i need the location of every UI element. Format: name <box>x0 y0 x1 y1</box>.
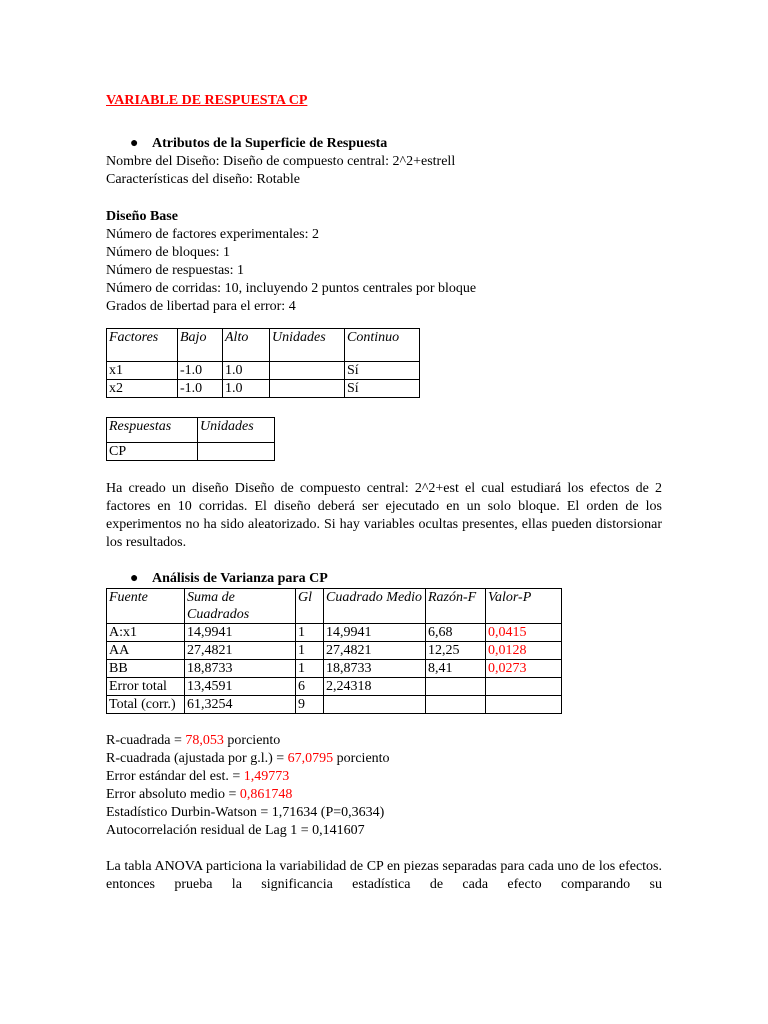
table-row <box>107 660 562 678</box>
table-cell: Sí <box>345 380 420 398</box>
table-header-cell: Gl <box>296 589 324 624</box>
anova-description-paragraph: La tabla ANOVA particiona la variabilidad de CP en piezas separadas para cada uno de los efectos. entonces prueba la significancia estadística de cada efecto comparando su <box>106 859 662 892</box>
base-design-heading: Diseño Base <box>106 209 178 224</box>
table-cell <box>270 380 345 398</box>
table-row <box>107 624 562 642</box>
table-cell: BB <box>107 660 185 678</box>
stat-label: Error absoluto medio = <box>106 787 240 802</box>
table-cell: x2 <box>107 380 178 398</box>
document-page <box>106 92 662 894</box>
stat-value: 78,053 <box>185 733 224 748</box>
table-cell: Total (corr.) <box>107 696 185 714</box>
stat-suffix: porciento <box>223 733 281 748</box>
table-cell <box>270 362 345 380</box>
table-cell: 14,9941 <box>185 624 296 642</box>
design-name-line: Nombre del Diseño: Diseño de compuesto central: 2^2+estrell <box>106 154 456 169</box>
section-heading-anova <box>106 570 662 588</box>
stat-line <box>106 822 662 840</box>
table-cell: 1 <box>296 624 324 642</box>
stat-line <box>106 786 662 804</box>
section-heading-text: Análisis de Varianza para CP <box>152 571 328 586</box>
table-cell: -1.0 <box>178 380 223 398</box>
table-cell: 1 <box>296 660 324 678</box>
p-value-cell: 0,0415 <box>486 624 562 642</box>
stat-label: Estadístico Durbin-Watson = 1,71634 (P=0,3634) <box>106 805 385 820</box>
table-cell <box>426 696 486 714</box>
table-cell: 1.0 <box>223 362 270 380</box>
table-cell: A:x1 <box>107 624 185 642</box>
table-cell: 12,25 <box>426 642 486 660</box>
stat-label: Error estándar del est. = <box>106 769 244 784</box>
blocks-count-line: Número de bloques: 1 <box>106 245 231 260</box>
table-row <box>107 380 420 398</box>
bullet-icon: ● <box>130 571 139 586</box>
table-cell <box>486 696 562 714</box>
table-cell: 1.0 <box>223 380 270 398</box>
stat-value: 0,861748 <box>239 787 293 802</box>
table-header-cell: Factores <box>107 329 178 362</box>
factors-count-line: Número de factores experimentales: 2 <box>106 227 320 242</box>
table-cell: Sí <box>345 362 420 380</box>
p-value-cell: 0,0273 <box>486 660 562 678</box>
stat-value: 1,49773 <box>243 769 290 784</box>
factors-table <box>106 328 420 398</box>
responses-table <box>106 417 275 461</box>
table-header-cell: Respuestas <box>107 418 198 443</box>
table-header-cell: Razón-F <box>426 589 486 624</box>
table-header-cell: Suma de Cuadrados <box>185 589 296 624</box>
table-cell: 1 <box>296 642 324 660</box>
table-header-cell: Valor-P <box>486 589 562 624</box>
table-cell: 2,24318 <box>324 678 426 696</box>
table-cell: x1 <box>107 362 178 380</box>
table-header-cell: Cuadrado Medio <box>324 589 426 624</box>
stat-suffix: porciento <box>333 751 390 766</box>
table-cell: 61,3254 <box>185 696 296 714</box>
runs-count-line: Número de corridas: 10, incluyendo 2 puntos centrales por bloque <box>106 281 477 296</box>
table-header-cell: Fuente <box>107 589 185 624</box>
stat-label: R-cuadrada (ajustada por g.l.) = <box>106 751 288 766</box>
table-cell: 27,4821 <box>185 642 296 660</box>
table-cell <box>198 443 275 461</box>
table-cell: Error total <box>107 678 185 696</box>
table-cell: 8,41 <box>426 660 486 678</box>
table-cell: 27,4821 <box>324 642 426 660</box>
document-title: VARIABLE DE RESPUESTA CP <box>106 93 308 108</box>
stat-label: Autocorrelación residual de Lag 1 = 0,141607 <box>106 823 365 838</box>
table-cell: -1.0 <box>178 362 223 380</box>
responses-count-line: Número de respuestas: 1 <box>106 263 245 278</box>
table-cell <box>324 696 426 714</box>
table-cell: CP <box>107 443 198 461</box>
table-cell: 6 <box>296 678 324 696</box>
stat-line <box>106 804 662 822</box>
stat-line <box>106 750 662 768</box>
section-heading-response-surface <box>106 135 662 153</box>
table-header-cell: Alto <box>223 329 270 362</box>
table-row <box>107 678 562 696</box>
table-cell: AA <box>107 642 185 660</box>
table-header-row <box>107 418 275 443</box>
table-row <box>107 696 562 714</box>
table-cell <box>486 678 562 696</box>
error-dof-line: Grados de libertad para el error: 4 <box>106 299 296 314</box>
table-cell: 9 <box>296 696 324 714</box>
table-cell: 13,4591 <box>185 678 296 696</box>
table-row <box>107 362 420 380</box>
bullet-icon: ● <box>130 136 139 151</box>
table-header-cell: Unidades <box>270 329 345 362</box>
table-cell: 6,68 <box>426 624 486 642</box>
stat-line <box>106 768 662 786</box>
table-header-cell: Bajo <box>178 329 223 362</box>
stat-line <box>106 732 662 750</box>
table-row <box>107 642 562 660</box>
table-header-row <box>107 329 420 362</box>
design-description-paragraph: Ha creado un diseño Diseño de compuesto central: 2^2+est el cual estudiará los efectos de 2 factores en 10 corridas. El diseño deberá ser ejecutado en un solo bloque. El orden de los experimentos no ha sido aleatorizado. Si hay variables ocultas presentes, ellas pueden distorsionar los resultados. <box>106 481 662 550</box>
table-row <box>107 443 275 461</box>
design-characteristics-line: Características del diseño: Rotable <box>106 172 300 187</box>
stat-label: R-cuadrada = <box>106 733 186 748</box>
p-value-cell: 0,0128 <box>486 642 562 660</box>
regression-stats <box>106 732 662 840</box>
table-header-cell: Unidades <box>198 418 275 443</box>
table-cell <box>426 678 486 696</box>
table-cell: 18,8733 <box>185 660 296 678</box>
anova-table <box>106 588 562 714</box>
table-cell: 14,9941 <box>324 624 426 642</box>
table-cell: 18,8733 <box>324 660 426 678</box>
stat-value: 67,0795 <box>287 751 334 766</box>
table-header-row <box>107 589 562 624</box>
section-heading-text: Atributos de la Superficie de Respuesta <box>152 136 388 151</box>
table-header-cell: Continuo <box>345 329 420 362</box>
